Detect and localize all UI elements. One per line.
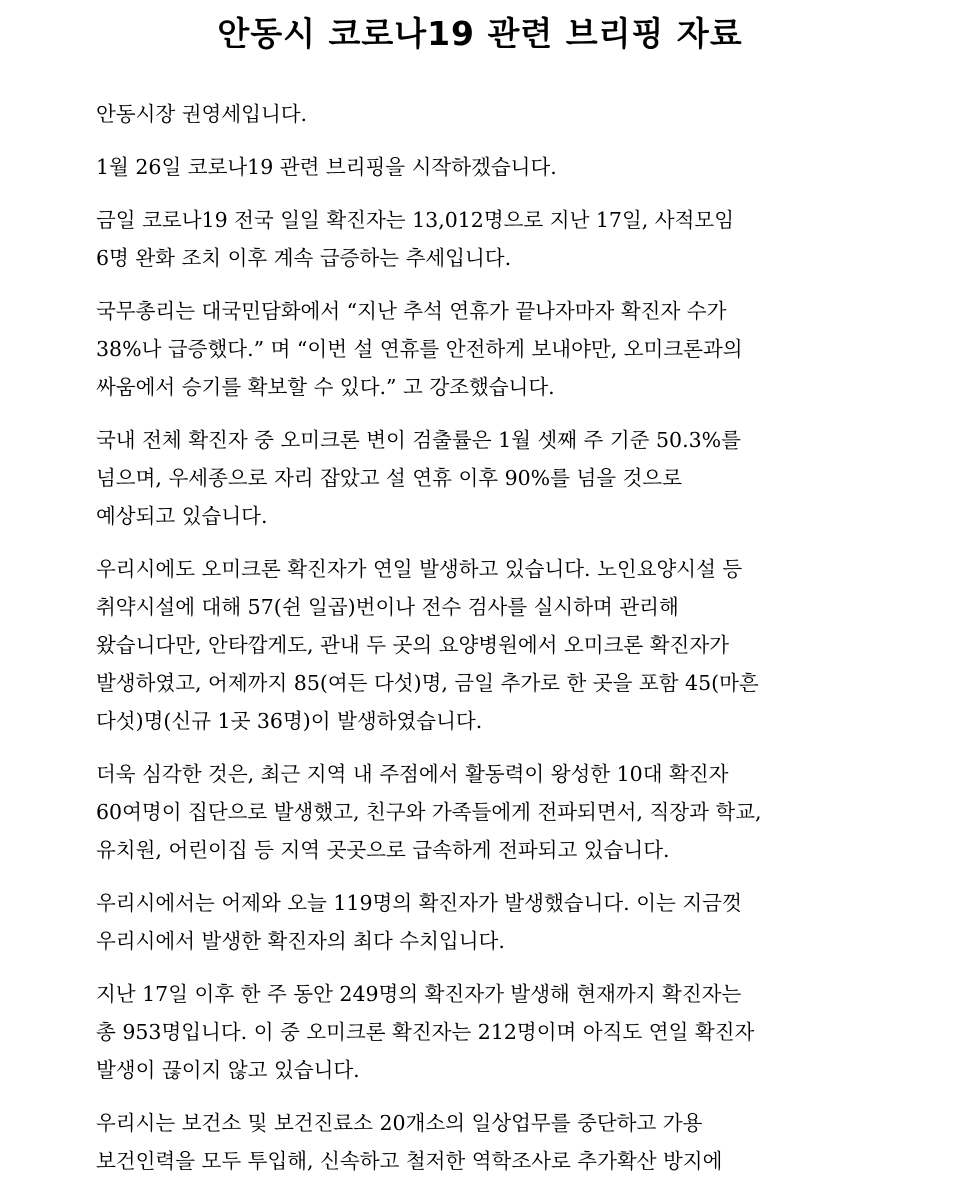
paragraph: [96, 755, 876, 869]
text-line: 넘으며, 우세종으로 자리 잡았고 설 연휴 이후 90%를 넘을 것으로: [96, 466, 682, 490]
text-line: 왔습니다만, 안타깝게도, 관내 두 곳의 요양병원에서 오미크론 확진자가: [96, 633, 729, 657]
text-line: 더욱 심각한 것은, 최근 지역 내 주점에서 활동력이 왕성한 10대 확진자: [96, 762, 729, 786]
text-line: 발생하였고, 어제까지 85(여든 다섯)명, 금일 추가로 한 곳을 포함 45(마흔: [96, 671, 759, 695]
text-line: 취약시설에 대해 57(쉰 일곱)번이나 전수 검사를 실시하며 관리해: [96, 595, 679, 619]
document-body: [96, 95, 876, 1195]
paragraph: [96, 975, 876, 1089]
paragraph: [96, 884, 876, 960]
text-line: 다섯)명(신규 1곳 36명)이 발생하였습니다.: [96, 709, 483, 733]
text-line: 발생이 끊이지 않고 있습니다.: [96, 1058, 360, 1082]
text-line: 금일 코로나19 전국 일일 확진자는 13,012명으로 지난 17일, 사적모임: [96, 208, 735, 232]
text-line: 38%나 급증했다.” 며 “이번 설 연휴를 안전하게 보내야만, 오미크론과의: [96, 337, 743, 361]
text-line: 총 953명입니다. 이 중 오미크론 확진자는 212명이며 아직도 연일 확진자: [96, 1020, 755, 1044]
text-line: 1월 26일 코로나19 관련 브리핑을 시작하겠습니다.: [96, 155, 557, 179]
text-line: 안동시장 권영세입니다.: [96, 102, 308, 126]
paragraph: [96, 148, 876, 186]
text-line: 우리시에서는 어제와 오늘 119명의 확진자가 발생했습니다. 이는 지금껏: [96, 891, 742, 915]
text-line: 우리시에도 오미크론 확진자가 연일 발생하고 있습니다. 노인요양시설 등: [96, 557, 743, 581]
text-line: 지난 17일 이후 한 주 동안 249명의 확진자가 발생해 현재까지 확진자는: [96, 982, 742, 1006]
paragraph: [96, 421, 876, 535]
text-line: 싸움에서 승기를 확보할 수 있다.” 고 강조했습니다.: [96, 375, 555, 399]
text-line: 6명 완화 조치 이후 계속 급증하는 추세입니다.: [96, 246, 512, 270]
text-line: 국무총리는 대국민담화에서 “지난 추석 연휴가 끝나자마자 확진자 수가: [96, 299, 727, 323]
document-title: 안동시 코로나19 관련 브리핑 자료: [217, 14, 743, 53]
paragraph: [96, 550, 876, 740]
text-line: 보건인력을 모두 투입해, 신속하고 철저한 역학조사로 추가확산 방지에: [96, 1149, 723, 1173]
text-line: 우리시는 보건소 및 보건진료소 20개소의 일상업무를 중단하고 가용: [96, 1111, 703, 1135]
paragraph: [96, 95, 876, 133]
text-line: 유치원, 어린이집 등 지역 곳곳으로 급속하게 전파되고 있습니다.: [96, 838, 670, 862]
text-line: 60여명이 집단으로 발생했고, 친구와 가족들에게 전파되면서, 직장과 학교,: [96, 800, 762, 824]
text-line: 예상되고 있습니다.: [96, 504, 268, 528]
paragraph: [96, 201, 876, 277]
text-line: 국내 전체 확진자 중 오미크론 변이 검출률은 1월 셋째 주 기준 50.3%를: [96, 428, 741, 452]
paragraph: [96, 1104, 876, 1180]
text-line: 우리시에서 발생한 확진자의 최다 수치입니다.: [96, 929, 505, 953]
paragraph: [96, 292, 876, 406]
